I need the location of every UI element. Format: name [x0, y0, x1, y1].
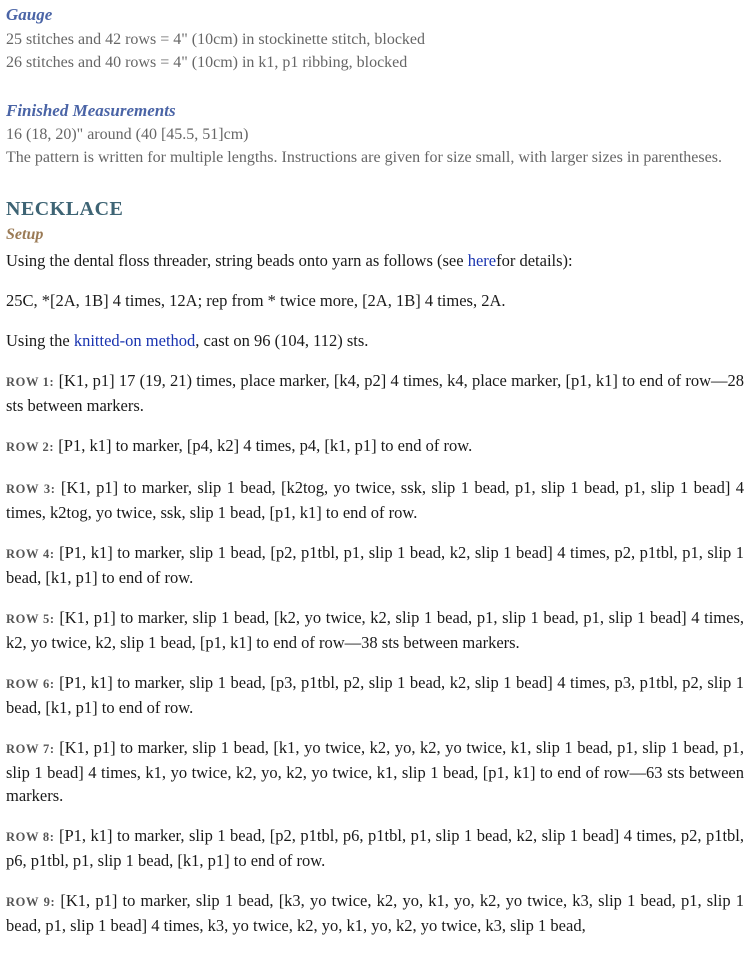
- row-text: [P1, k1] to marker, [p4, k2] 4 times, p4, [k1, p1] to end of row.: [58, 436, 473, 455]
- document-page: [6, 4, 744, 937]
- row-label: ROW 8:: [6, 830, 55, 844]
- row-label: ROW 7:: [6, 742, 55, 756]
- row-instruction: [6, 824, 744, 872]
- row-label: ROW 6:: [6, 677, 55, 691]
- row-text: [P1, k1] to marker, slip 1 bead, [p2, p1tbl, p1, slip 1 bead, k2, slip 1 bead] 4 times, p2, p1tbl, p1, slip 1 bead, [k1, p1] to end of row.: [6, 543, 744, 587]
- necklace-section-title: NECKLACE: [6, 198, 124, 220]
- row-label: ROW 9:: [6, 895, 56, 909]
- gauge-line-ribbing: 26 stitches and 40 rows = 4" (10cm) in k1, p1 ribbing, blocked: [6, 53, 408, 71]
- row-instruction: [6, 476, 744, 524]
- gauge-heading: Gauge: [6, 5, 53, 24]
- row-instructions-list: [6, 369, 744, 937]
- row-label: ROW 2:: [6, 440, 55, 454]
- finished-size-line: 16 (18, 20)" around (40 [45.5, 51]cm): [6, 126, 249, 143]
- row-text: [P1, k1] to marker, slip 1 bead, [p2, p1tbl, p6, p1tbl, p1, slip 1 bead, k2, slip 1 bead] 4 times, p2, p1tbl, p6, p1tbl, p1, slip 1 bead, [k1, p1] to end of row.: [6, 826, 745, 870]
- row-text: [P1, k1] to marker, slip 1 bead, [p3, p1tbl, p2, slip 1 bead, k2, slip 1 bead] 4 times, p3, p1tbl, p2, slip 1 bead, [k1, p1] to end of row.: [6, 673, 744, 717]
- row-instruction: [6, 606, 744, 654]
- row-text: [K1, p1] to marker, slip 1 bead, [k3, yo twice, k2, yo, k1, yo, k2, yo twice, k3, slip 1 bead, p1, slip 1 bead, p1, slip 1 bead] 4 times, k3, yo twice, k2, yo, k1, yo, k2, yo twice, k3, slip 1 bead,: [6, 891, 744, 935]
- row-label: ROW 4:: [6, 547, 55, 561]
- setup-instructions: [6, 249, 744, 272]
- cast-on-instructions: [6, 329, 744, 352]
- row-instruction: [6, 889, 744, 937]
- row-instruction: [6, 736, 744, 807]
- cast-on-text-before: Using the: [6, 331, 74, 350]
- cast-on-text-after: , cast on 96 (104, 112) sts.: [195, 331, 369, 350]
- gauge-line-stockinette: 25 stitches and 42 rows = 4" (10cm) in stockinette stitch, blocked: [6, 31, 426, 48]
- setup-text-before: Using the dental floss threader, string beads onto yarn as follows (see: [6, 251, 468, 270]
- row-instruction: [6, 369, 744, 417]
- knitted-on-method-link[interactable]: knitted-on method: [73, 331, 196, 350]
- row-instruction: [6, 671, 744, 719]
- here-link[interactable]: here: [467, 251, 497, 270]
- row-text: [K1, p1] to marker, slip 1 bead, [k2, yo twice, k2, slip 1 bead, p1, slip 1 bead, p1, slip 1 bead] 4 times, k2, yo twice, k2, slip 1 bead, [p1, k1] to end of row—38 sts between markers.: [6, 608, 744, 652]
- row-text: [K1, p1] 17 (19, 21) times, place marker, [k4, p2] 4 times, k4, place marker, [p1, k1] to end of row—28 sts between markers.: [6, 371, 744, 415]
- row-instruction: [6, 541, 744, 589]
- row-label: ROW 1:: [6, 375, 55, 389]
- setup-text-after: for details):: [496, 251, 573, 270]
- row-text: [K1, p1] to marker, slip 1 bead, [k1, yo twice, k2, yo, k2, yo twice, k1, slip 1 bead, p1, slip 1 bead, p1, slip 1 bead] 4 times, k1, yo twice, k2, yo, k2, yo twice, k1, slip 1 bead, [p1, k1] to end of row—63 sts between markers.: [6, 738, 745, 805]
- finished-measurements-heading: Finished Measurements: [6, 101, 176, 120]
- bead-sequence: 25C, *[2A, 1B] 4 times, 12A; rep from * twice more, [2A, 1B] 4 times, 2A.: [6, 291, 506, 310]
- row-label: ROW 5:: [6, 612, 55, 626]
- row-instruction: [6, 434, 744, 459]
- setup-heading: Setup: [6, 226, 44, 243]
- finished-note-line: The pattern is written for multiple lengths. Instructions are given for size small, with larger sizes in parentheses.: [6, 148, 722, 166]
- row-text: [K1, p1] to marker, slip 1 bead, [k2tog, yo twice, ssk, slip 1 bead, p1, slip 1 bead, p1, slip 1 bead] 4 times, k2tog, yo twice, ssk, slip 1 bead, [p1, k1] to end of row.: [6, 478, 744, 522]
- row-label: ROW 3:: [6, 482, 56, 496]
